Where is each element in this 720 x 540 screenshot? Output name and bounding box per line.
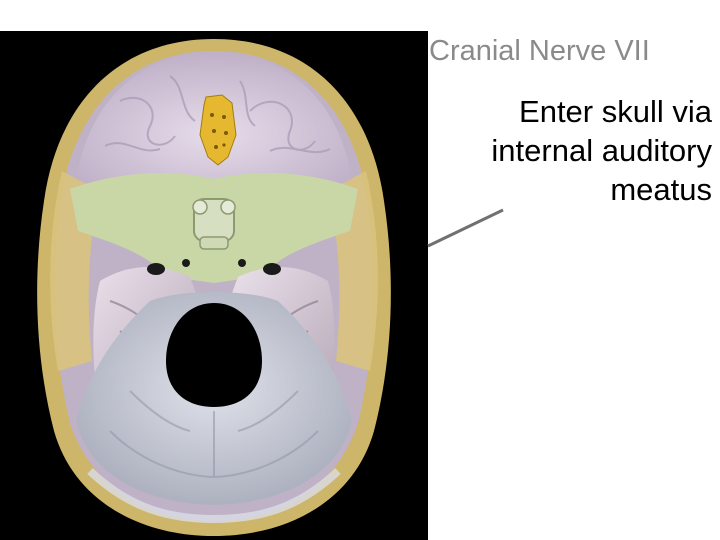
description-line-2: internal auditory <box>491 133 712 168</box>
skull-base-illustration <box>0 31 428 540</box>
description-line-3: meatus <box>610 172 712 207</box>
description-line-1: Enter skull via <box>519 94 712 129</box>
nerve-description <box>432 92 712 209</box>
sella-turcica <box>193 199 235 249</box>
slide-title: Cranial Nerve VII <box>429 35 650 67</box>
skull-base-image-panel <box>0 31 428 540</box>
